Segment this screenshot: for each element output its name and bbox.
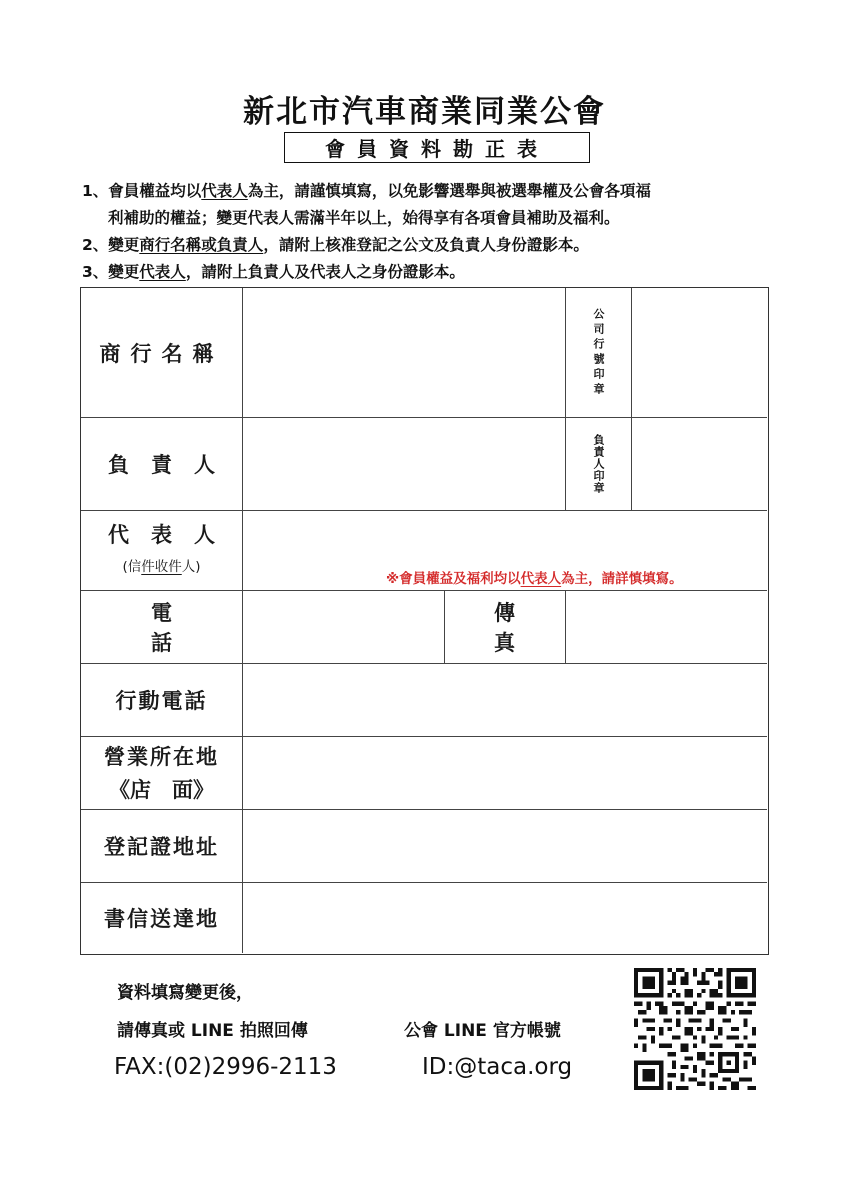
rep-sub-b: 件收件 xyxy=(141,559,182,575)
registered-address-field[interactable] xyxy=(243,810,767,882)
footer-instruction-2: 請傳真或 LINE 拍照回傳 xyxy=(117,1021,308,1041)
footer-line-account: 公會 LINE 官方帳號 xyxy=(404,1021,561,1041)
label-owner: 負責人 xyxy=(108,452,237,477)
note-2-text-c: ，請附上核准登記之公文及負責人身份證影本。 xyxy=(263,236,589,254)
note-1-underlined: 代表人 xyxy=(201,182,248,200)
label-owner-seal: 負責人印章 xyxy=(592,433,605,494)
note-2-text-a: 2、變更 xyxy=(82,236,140,254)
footer-fax: FAX:(02)2996-2113 xyxy=(114,1054,337,1080)
label-phone: 電話 xyxy=(151,600,222,655)
red-note-c: 為主，請詳慎填寫。 xyxy=(561,571,683,587)
label-company-seal: 公司行號印章 xyxy=(592,307,605,398)
label-representative: 代表人 xyxy=(108,523,237,547)
qr-code-icon[interactable] xyxy=(634,968,756,1090)
owner-seal-field[interactable] xyxy=(632,418,767,510)
note-3-text-c: ，請附上負責人及代表人之身份證影本。 xyxy=(185,263,465,281)
mailing-address-field[interactable] xyxy=(243,883,767,953)
footer-line-id: ID:@taca.org xyxy=(422,1054,573,1080)
note-1 xyxy=(82,178,782,205)
note-1-continued: 利補助的權益；變更代表人需滿半年以上，始得享有各項會員補助及福利。 xyxy=(108,209,620,227)
red-note-b: 代表人 xyxy=(520,571,562,587)
rep-sub-a: (信 xyxy=(122,559,142,575)
business-address-field[interactable] xyxy=(243,737,767,809)
fax-field[interactable] xyxy=(566,591,767,663)
label-fax: 傳真 xyxy=(494,600,555,655)
phone-field[interactable] xyxy=(243,591,444,663)
label-registered-address: 登記證地址 xyxy=(104,834,219,859)
owner-field[interactable] xyxy=(243,418,565,510)
note-3 xyxy=(82,259,782,286)
note-1-text-a: 1、會員權益均以 xyxy=(82,182,202,200)
footer-instruction-1: 資料填寫變更後， xyxy=(117,983,253,1003)
note-2-underlined: 商行名稱或負責人 xyxy=(139,236,264,254)
page-title: 新北市汽車商業同業公會 xyxy=(243,94,606,130)
label-mailing-address: 書信送達地 xyxy=(104,906,219,931)
representative-warning xyxy=(386,567,683,587)
company-name-field[interactable] xyxy=(243,288,565,417)
label-mobile: 行動電話 xyxy=(115,688,208,713)
form-subtitle: 會員資料勘正表 xyxy=(284,132,590,163)
label-company-name: 商行名稱 xyxy=(99,341,224,366)
company-seal-field[interactable] xyxy=(632,288,767,417)
rep-sub-c: 人) xyxy=(181,559,201,575)
note-1-text-c: 為主，請謹慎填寫，以免影響選舉與被選舉權及公會各項福 xyxy=(247,182,651,200)
note-2 xyxy=(82,232,782,259)
note-3-text-a: 3、變更 xyxy=(82,263,140,281)
note-3-underlined: 代表人 xyxy=(139,263,186,281)
label-representative-sub xyxy=(81,552,242,578)
label-storefront: 《店 面》 xyxy=(109,778,214,802)
label-business-address: 營業所在地 xyxy=(104,745,219,769)
mobile-field[interactable] xyxy=(243,664,767,736)
red-note-a: ※會員權益及福利均以 xyxy=(386,571,521,587)
member-info-form xyxy=(80,287,769,955)
instructions xyxy=(82,178,782,286)
